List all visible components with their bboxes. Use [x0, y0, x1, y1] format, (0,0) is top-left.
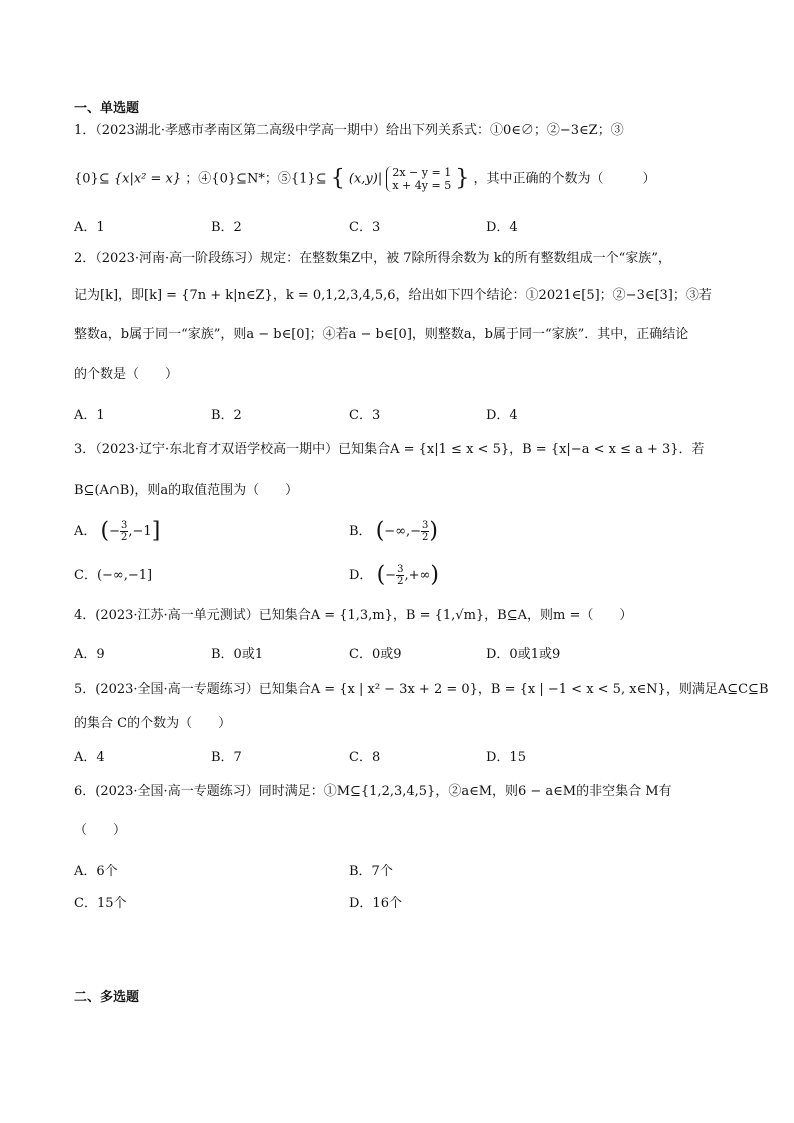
q3-option-b-label: B．: [349, 524, 372, 539]
denominator: 2: [397, 576, 404, 587]
equation-1: 2x − y = 1: [392, 166, 452, 179]
q3-option-a-label: A．: [74, 524, 97, 539]
question-2-line-1: 2．（2023·河南·高一阶段练习）规定：在整数集Z中，被 7除所得余数为 k的所有整数组成一个“家族”，: [74, 251, 671, 266]
equation-system: [386, 166, 451, 192]
q2-option-b: B．2: [211, 408, 242, 423]
q4-option-b: B．0或1: [211, 647, 264, 662]
section-heading-multiple-choice: 二、多选题: [74, 990, 140, 1005]
q3-option-a-tail: ,−1: [128, 524, 152, 539]
question-2-line-4: 的个数是（ ）: [74, 367, 179, 382]
q6-option-c: C．15个: [74, 896, 127, 911]
section-heading-single-choice: 一、单选题: [74, 101, 140, 116]
equation-2: x + 4y = 5: [392, 179, 452, 192]
numerator: 3: [397, 564, 404, 575]
q4-option-c: C．0或9: [349, 647, 402, 662]
q1-part-d: (x,y)|: [348, 171, 383, 187]
q6-option-b: B．7个: [349, 864, 393, 879]
question-1-line-1: 1．（2023湖北·孝感市孝南区第二高级中学高一期中）给出下列关系式：①0∈∅；②−3∈Z；③: [74, 123, 624, 138]
q6-option-d: D．16个: [349, 896, 402, 911]
right-brace: }: [455, 166, 470, 191]
question-2-line-2: 记为[k]，即[k] = {7n + k|n∈Z}，k = 0,1,2,3,4,5,6，给出如下四个结论：①2021∈[5]；②−3∈[3]；③若: [74, 288, 712, 303]
open-paren: (: [376, 562, 386, 588]
question-5-line-1: 5．(2023·全国·高一专题练习）已知集合A = {x | x² − 3x + 2 = 0}，B = {x | −1 < x < 5, x∈N}，则满足A⊆C⊆B: [74, 682, 769, 697]
open-paren: (: [375, 518, 385, 544]
q2-option-c: C．3: [349, 408, 381, 423]
question-1-line-2: [74, 166, 734, 192]
close-paren: ): [430, 562, 439, 588]
question-3-line-1: 3．（2023·辽宁·东北育才双语学校高一期中）已知集合A = {x|1 ≤ x < 5}，B = {x|−a < x ≤ a + 3}．若: [74, 442, 705, 457]
q2-option-a: A．1: [74, 408, 105, 423]
q1-set-x: {x|x² = x}: [113, 171, 182, 187]
q1-part-c: ；④{0}⊆N*；⑤{1}⊆: [185, 171, 327, 187]
numerator: 3: [422, 520, 429, 531]
q3-option-d-label: D．: [349, 568, 373, 583]
q3-option-c: C．(−∞,−1]: [74, 568, 153, 583]
q5-option-c: C．8: [349, 750, 381, 765]
q4-option-d: D．0或1或9: [486, 647, 561, 662]
q5-option-d: D．15: [486, 750, 526, 765]
q1-part-e: ，其中正确的个数为（ ）: [473, 171, 656, 187]
open-paren: (: [100, 518, 110, 544]
question-4-line-1: 4．(2023·江苏·高一单元测试）已知集合A = {1,3,m}，B = {1,√m}，B⊆A，则m =（ ）: [74, 608, 633, 623]
question-5-line-2: 的集合 C的个数为（ ）: [74, 716, 232, 731]
q1-option-d: D．4: [486, 220, 518, 235]
denominator: 2: [121, 532, 128, 543]
close-paren: ): [429, 518, 439, 544]
close-bracket: ]: [151, 518, 161, 544]
q5-option-b: B．7: [211, 750, 242, 765]
numerator: 3: [121, 520, 128, 531]
q1-part-a: {0}⊆: [74, 171, 110, 187]
q1-option-a: A．1: [74, 220, 105, 235]
question-6-line-2: （ ）: [74, 823, 127, 838]
left-brace: {: [330, 166, 345, 191]
q3-option-b-head: −∞,−: [384, 524, 422, 539]
q3-option-b: [349, 520, 438, 543]
question-3-line-2: B⊆(A∩B)，则a的取值范围为（ ）: [74, 483, 299, 498]
q3-option-a: A． (− $\frac{3}{2}$ ,−1]: [74, 518, 161, 544]
q3-option-d-tail: ,+∞: [404, 568, 431, 583]
q3-option-d: D． (− $\frac{3}{2}$ ,+∞): [349, 562, 439, 588]
question-2-line-3: 整数a，b属于同一“家族”，则a − b∈[0]；④若a − b∈[0]，则整数a，b属于同一“家族”．其中，正确结论: [74, 327, 689, 342]
q1-option-c: C．3: [349, 220, 381, 235]
denominator: 2: [422, 532, 429, 543]
question-6-line-1: 6．(2023·全国·高一专题练习）同时满足：①M⊆{1,2,3,4,5}，②a∈M，则6 − a∈M的非空集合 M有: [74, 784, 672, 799]
q6-option-a: A．6个: [74, 864, 118, 879]
q5-option-a: A．4: [74, 750, 105, 765]
q1-option-b: B．2: [211, 220, 242, 235]
q2-option-d: D．4: [486, 408, 518, 423]
q4-option-a: A．9: [74, 647, 105, 662]
